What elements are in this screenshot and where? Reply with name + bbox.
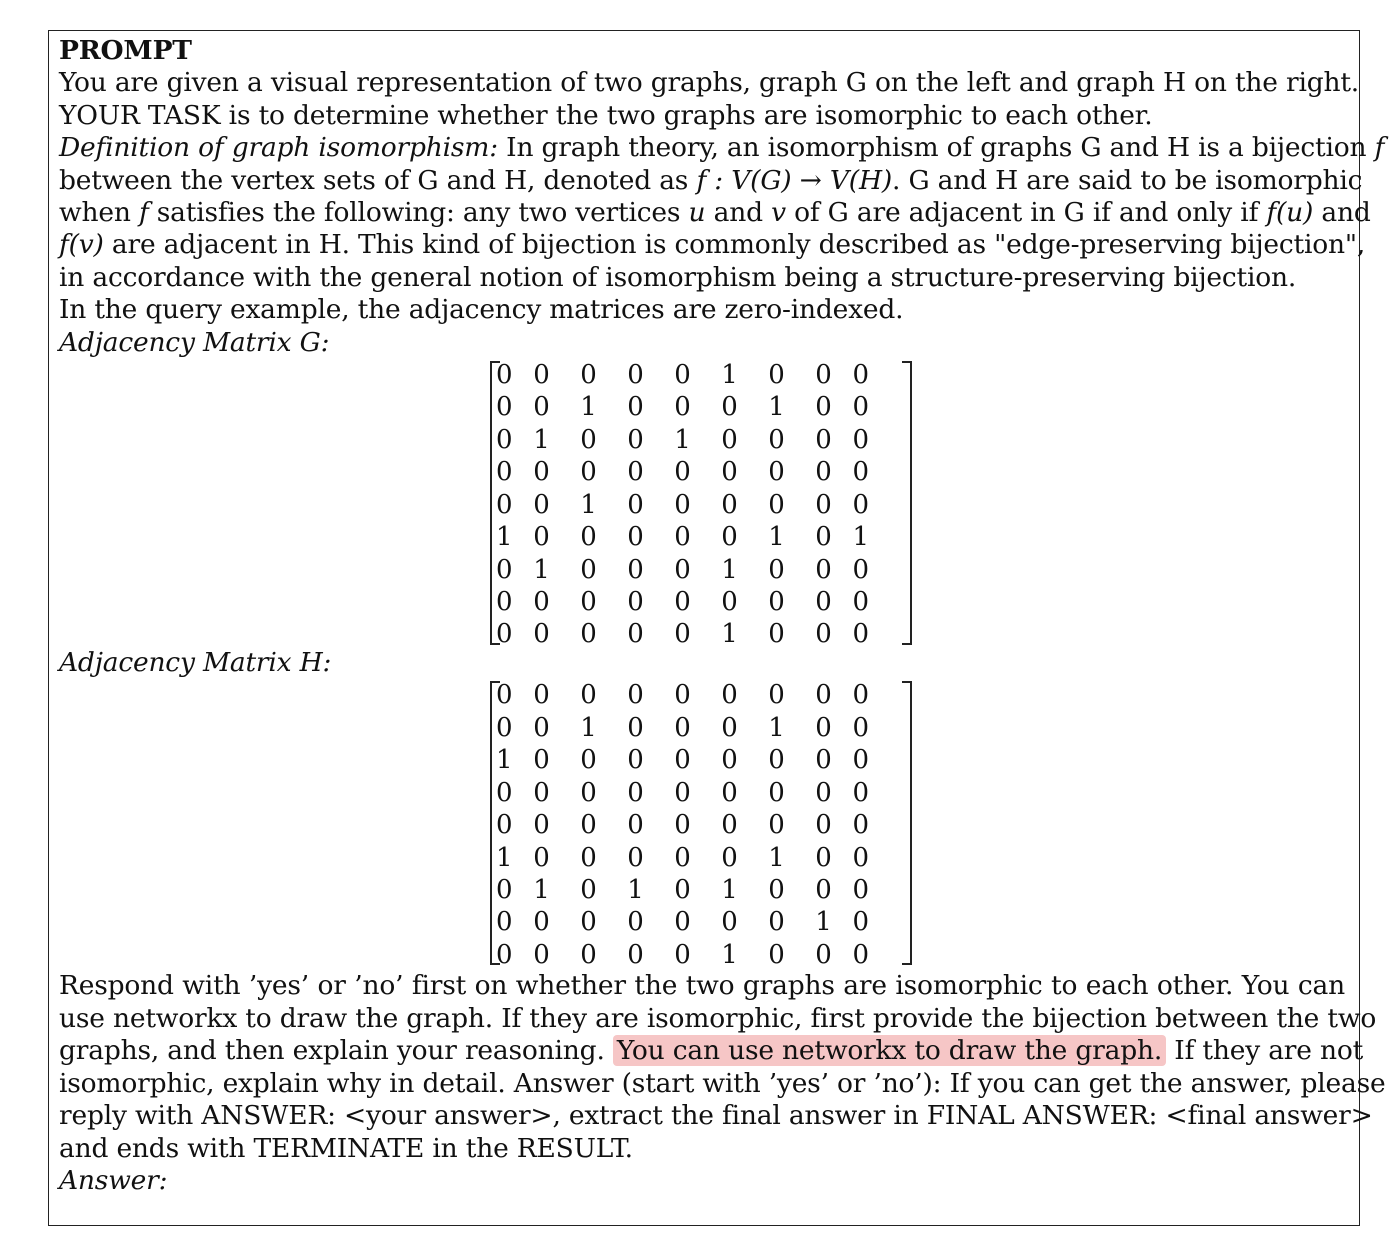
matrix-row: [492, 809, 871, 841]
matrix-cell: 0: [768, 489, 785, 520]
matrix-cell: 0: [627, 554, 644, 585]
respond-line-2: use networkx to draw the graph. If they are isomorphic, first provide the bijection between the two: [59, 1002, 1377, 1034]
definition-line-1: [59, 132, 1385, 164]
matrix-cell: 0: [721, 810, 738, 841]
matrix-cell: 0: [533, 457, 550, 488]
matrix-cell: 0: [768, 874, 785, 905]
matrix-cell: 0: [496, 712, 513, 743]
matrix-cell: 0: [580, 554, 597, 585]
matrix-cell: 0: [721, 392, 738, 423]
matrix-cell: 0: [721, 424, 738, 455]
matrix-cell: 0: [496, 489, 513, 520]
matrix-cell: 0: [815, 360, 832, 391]
matrix-cell: 0: [627, 939, 644, 970]
respond-text-3a: graphs, and then explain your reasoning.: [59, 1035, 605, 1067]
matrix-cell: 0: [496, 777, 513, 808]
matrix-bracket-right: [902, 681, 912, 965]
matrix-cell: 0: [815, 810, 832, 841]
math-u: u: [688, 197, 706, 229]
matrix-cell: 0: [674, 907, 691, 938]
matrix-cell: 0: [815, 489, 832, 520]
matrix-cell: 1: [674, 424, 691, 455]
matrix-cell: 0: [852, 745, 869, 776]
matrix-cell: 0: [674, 745, 691, 776]
matrix-cell: 0: [721, 907, 738, 938]
matrix-cell: 1: [815, 907, 832, 938]
matrix-cell: 0: [580, 522, 597, 553]
matrix-cell: 0: [496, 874, 513, 905]
matrix-cell: 0: [627, 489, 644, 520]
prompt-frame: [48, 30, 1386, 1226]
definition-label: Definition of graph isomorphism:: [59, 132, 498, 164]
matrix-row: [492, 777, 871, 809]
matrix-table: [492, 679, 871, 971]
matrix-cell: 0: [533, 777, 550, 808]
matrix-cell: 0: [580, 810, 597, 841]
matrix-cell: 1: [533, 554, 550, 585]
matrix-row: [492, 359, 871, 391]
matrix-cell: 0: [627, 712, 644, 743]
matrix-cell: 0: [674, 874, 691, 905]
matrix-cell: 1: [533, 424, 550, 455]
matrix-cell: 0: [721, 842, 738, 873]
matrix-cell: 0: [533, 939, 550, 970]
definition-line-5: in accordance with the general notion of isomorphism being a structure-preserving bijection.: [59, 261, 1297, 293]
matrix-cell: 1: [768, 842, 785, 873]
matrix-cell: 0: [852, 842, 869, 873]
matrix-cell: 1: [721, 360, 738, 391]
definition-and: and: [713, 197, 763, 229]
matrix-cell: 0: [852, 680, 869, 711]
matrix-cell: 1: [496, 745, 513, 776]
matrix-cell: 0: [815, 939, 832, 970]
intro-line-1: You are given a visual representation of two graphs, graph G on the left and graph H on the right.: [59, 67, 1360, 99]
matrix-cell: 0: [815, 680, 832, 711]
matrix-cell: 0: [768, 810, 785, 841]
definition-line-3: [59, 197, 1371, 229]
matrix-cell: 1: [852, 522, 869, 553]
matrix-cell: 0: [580, 777, 597, 808]
matrix-cell: 0: [721, 586, 738, 617]
matrix-cell: 0: [580, 619, 597, 650]
matrix-cell: 0: [674, 619, 691, 650]
matrix-cell: 0: [815, 457, 832, 488]
matrix-cell: 1: [768, 712, 785, 743]
matrix-cell: 1: [496, 842, 513, 873]
matrix-row: [492, 456, 871, 488]
matrix-cell: 0: [580, 424, 597, 455]
respond-line-3: [59, 1035, 1364, 1067]
matrix-row: [492, 424, 871, 456]
prompt-heading: PROMPT: [59, 35, 192, 66]
matrix-cell: 0: [768, 457, 785, 488]
matrix-cell: 0: [533, 842, 550, 873]
matrix-cell: 0: [496, 360, 513, 391]
math-f: f: [1374, 132, 1385, 164]
matrix-cell: 1: [533, 874, 550, 905]
matrix-cell: 1: [580, 489, 597, 520]
matrix-cell: 0: [674, 554, 691, 585]
matrix-cell: 0: [721, 680, 738, 711]
matrix-cell: 0: [627, 619, 644, 650]
matrix-cell: 0: [533, 712, 550, 743]
matrix-cell: 0: [815, 842, 832, 873]
respond-text-3b: If they are not: [1174, 1035, 1364, 1067]
matrix-cell: 0: [721, 489, 738, 520]
matrix-table: [492, 359, 871, 651]
matrix-cell: 0: [627, 457, 644, 488]
matrix-cell: 0: [533, 745, 550, 776]
matrix-row: [492, 586, 871, 618]
matrix-cell: 0: [496, 810, 513, 841]
matrix-cell: 0: [496, 907, 513, 938]
matrix-cell: 0: [533, 810, 550, 841]
matrix-cell: 0: [580, 874, 597, 905]
matrix-cell: 0: [627, 424, 644, 455]
matrix-cell: 0: [768, 360, 785, 391]
matrix-cell: 0: [852, 777, 869, 808]
matrix-cell: 0: [768, 777, 785, 808]
matrix-cell: 0: [852, 907, 869, 938]
matrix-cell: 0: [674, 489, 691, 520]
matrix-cell: 0: [533, 392, 550, 423]
matrix-cell: 0: [815, 874, 832, 905]
matrix-cell: 0: [852, 457, 869, 488]
query-note: In the query example, the adjacency matrices are zero-indexed.: [59, 294, 904, 326]
matrix-row: [492, 554, 871, 586]
matrix-cell: 0: [768, 745, 785, 776]
definition-text-2b: . G and H are said to be isomorphic: [892, 164, 1363, 196]
respond-line-6: and ends with TERMINATE in the RESULT.: [59, 1132, 633, 1164]
matrix-cell: 0: [674, 810, 691, 841]
matrix-cell: 0: [852, 554, 869, 585]
matrix-cell: 0: [768, 680, 785, 711]
matrix-cell: 0: [533, 489, 550, 520]
matrix-cell: 0: [852, 489, 869, 520]
matrix-cell: 0: [674, 457, 691, 488]
math-fu: f(u): [1266, 197, 1314, 229]
math-f: f: [138, 197, 149, 229]
matrix-cell: 0: [627, 680, 644, 711]
matrix-cell: 0: [627, 777, 644, 808]
matrix-row: [492, 712, 871, 744]
matrix-cell: 0: [533, 522, 550, 553]
matrix-cell: 0: [721, 522, 738, 553]
matrix-row: [492, 939, 871, 971]
respond-line-5: reply with ANSWER: <your answer>, extract the final answer in FINAL ANSWER: <final answer>: [59, 1100, 1373, 1132]
matrix-cell: 0: [496, 424, 513, 455]
matrix-cell: 1: [580, 392, 597, 423]
matrix-row: [492, 489, 871, 521]
definition-text-3b: satisfies the following: any two vertices: [156, 197, 681, 229]
matrix-cell: 0: [674, 842, 691, 873]
matrix-cell: 0: [852, 392, 869, 423]
math-fv: f(v): [59, 229, 104, 261]
matrix-cell: 0: [533, 619, 550, 650]
matrix-cell: 0: [627, 360, 644, 391]
matrix-row: [492, 842, 871, 874]
matrix-cell: 0: [815, 712, 832, 743]
math-v: v: [771, 197, 786, 229]
matrix-cell: 0: [580, 457, 597, 488]
matrix-cell: 0: [496, 619, 513, 650]
matrix-cell: 0: [815, 586, 832, 617]
matrix-cell: 1: [496, 522, 513, 553]
matrix-cell: 0: [852, 712, 869, 743]
matrix-cell: 0: [496, 392, 513, 423]
matrix-cell: 0: [627, 810, 644, 841]
matrix-cell: 0: [721, 745, 738, 776]
matrix-cell: 0: [815, 424, 832, 455]
matrix-row: [492, 618, 871, 650]
matrix-cell: 0: [768, 586, 785, 617]
matrix-cell: 0: [580, 680, 597, 711]
matrix-row: [492, 521, 871, 553]
matrix-cell: 0: [496, 939, 513, 970]
matrix-bracket-right: [902, 361, 912, 645]
definition-text-3d: and: [1321, 197, 1371, 229]
answer-label: Answer:: [59, 1164, 168, 1196]
matrix-cell: 0: [627, 586, 644, 617]
matrix-cell: 0: [496, 680, 513, 711]
matrix-cell: 0: [852, 939, 869, 970]
matrix-cell: 0: [852, 360, 869, 391]
definition-text-2a: between the vertex sets of G and H, denoted as: [59, 164, 689, 196]
matrix-cell: 0: [768, 554, 785, 585]
matrix-cell: 0: [674, 522, 691, 553]
matrix-row: [492, 744, 871, 776]
matrix-cell: 0: [627, 842, 644, 873]
matrix-cell: 0: [533, 360, 550, 391]
definition-text-3a: when: [59, 197, 131, 229]
matrix-cell: 0: [852, 586, 869, 617]
matrix-cell: 1: [721, 874, 738, 905]
matrix-cell: 0: [768, 939, 785, 970]
matrix-cell: 1: [721, 619, 738, 650]
matrix-cell: 0: [674, 777, 691, 808]
highlighted-instruction: You can use networkx to draw the graph.: [613, 1035, 1166, 1066]
respond-line-4: isomorphic, explain why in detail. Answer (start with ’yes’ or ’no’): If you can get the answer, please: [59, 1067, 1386, 1099]
matrix-cell: 0: [627, 907, 644, 938]
matrix-row: [492, 391, 871, 423]
matrix-cell: 0: [768, 619, 785, 650]
matrix-cell: 0: [674, 586, 691, 617]
matrix-cell: 0: [815, 522, 832, 553]
adjacency-matrix-g: [492, 359, 906, 650]
matrix-cell: 0: [721, 712, 738, 743]
matrix-cell: 0: [721, 457, 738, 488]
matrix-cell: 0: [496, 586, 513, 617]
matrix-cell: 0: [768, 907, 785, 938]
matrix-cell: 1: [721, 554, 738, 585]
definition-text-4: are adjacent in H. This kind of bijection is commonly described as "edge-preserving bijection",: [111, 229, 1366, 261]
matrix-cell: 0: [580, 360, 597, 391]
matrix-cell: 0: [533, 586, 550, 617]
definition-line-4: [59, 229, 1366, 261]
matrix-cell: 1: [627, 874, 644, 905]
definition-text-1: In graph theory, an isomorphism of graphs G and H is a bijection: [506, 132, 1367, 164]
matrix-cell: 0: [721, 777, 738, 808]
matrix-cell: 0: [580, 745, 597, 776]
matrix-g-label: Adjacency Matrix G:: [59, 326, 330, 358]
matrix-cell: 0: [852, 619, 869, 650]
matrix-cell: 0: [815, 745, 832, 776]
matrix-row: [492, 906, 871, 938]
matrix-cell: 1: [768, 392, 785, 423]
respond-line-1: Respond with ’yes’ or ’no’ first on whether the two graphs are isomorphic to each other. You can: [59, 970, 1345, 1002]
matrix-cell: 0: [674, 680, 691, 711]
math-mapping: f : V(G) → V(H): [696, 164, 892, 196]
matrix-cell: 0: [627, 392, 644, 423]
matrix-cell: 0: [674, 360, 691, 391]
definition-text-3c: of G are adjacent in G if and only if: [794, 197, 1259, 229]
matrix-cell: 0: [852, 874, 869, 905]
matrix-cell: 0: [496, 457, 513, 488]
matrix-cell: 1: [580, 712, 597, 743]
matrix-h-label: Adjacency Matrix H:: [59, 647, 332, 679]
matrix-cell: 0: [815, 554, 832, 585]
matrix-cell: 0: [580, 842, 597, 873]
matrix-cell: 0: [580, 939, 597, 970]
matrix-row: [492, 874, 871, 906]
matrix-cell: 0: [674, 939, 691, 970]
matrix-cell: 0: [852, 810, 869, 841]
matrix-cell: 0: [768, 424, 785, 455]
matrix-cell: 0: [674, 392, 691, 423]
matrix-row: [492, 679, 871, 711]
matrix-cell: 0: [533, 907, 550, 938]
intro-line-2: YOUR TASK is to determine whether the two graphs are isomorphic to each other.: [59, 99, 1153, 131]
prompt-content: [59, 35, 1386, 1197]
adjacency-matrix-h: [492, 679, 906, 970]
matrix-cell: 1: [768, 522, 785, 553]
matrix-cell: 0: [674, 712, 691, 743]
matrix-cell: 0: [496, 554, 513, 585]
definition-line-2: [59, 164, 1363, 197]
matrix-cell: 0: [852, 424, 869, 455]
matrix-cell: 0: [533, 680, 550, 711]
matrix-cell: 0: [815, 777, 832, 808]
matrix-cell: 0: [815, 392, 832, 423]
matrix-cell: 0: [627, 745, 644, 776]
matrix-cell: 0: [627, 522, 644, 553]
matrix-cell: 0: [580, 907, 597, 938]
matrix-cell: 1: [721, 939, 738, 970]
matrix-cell: 0: [580, 586, 597, 617]
matrix-cell: 0: [815, 619, 832, 650]
